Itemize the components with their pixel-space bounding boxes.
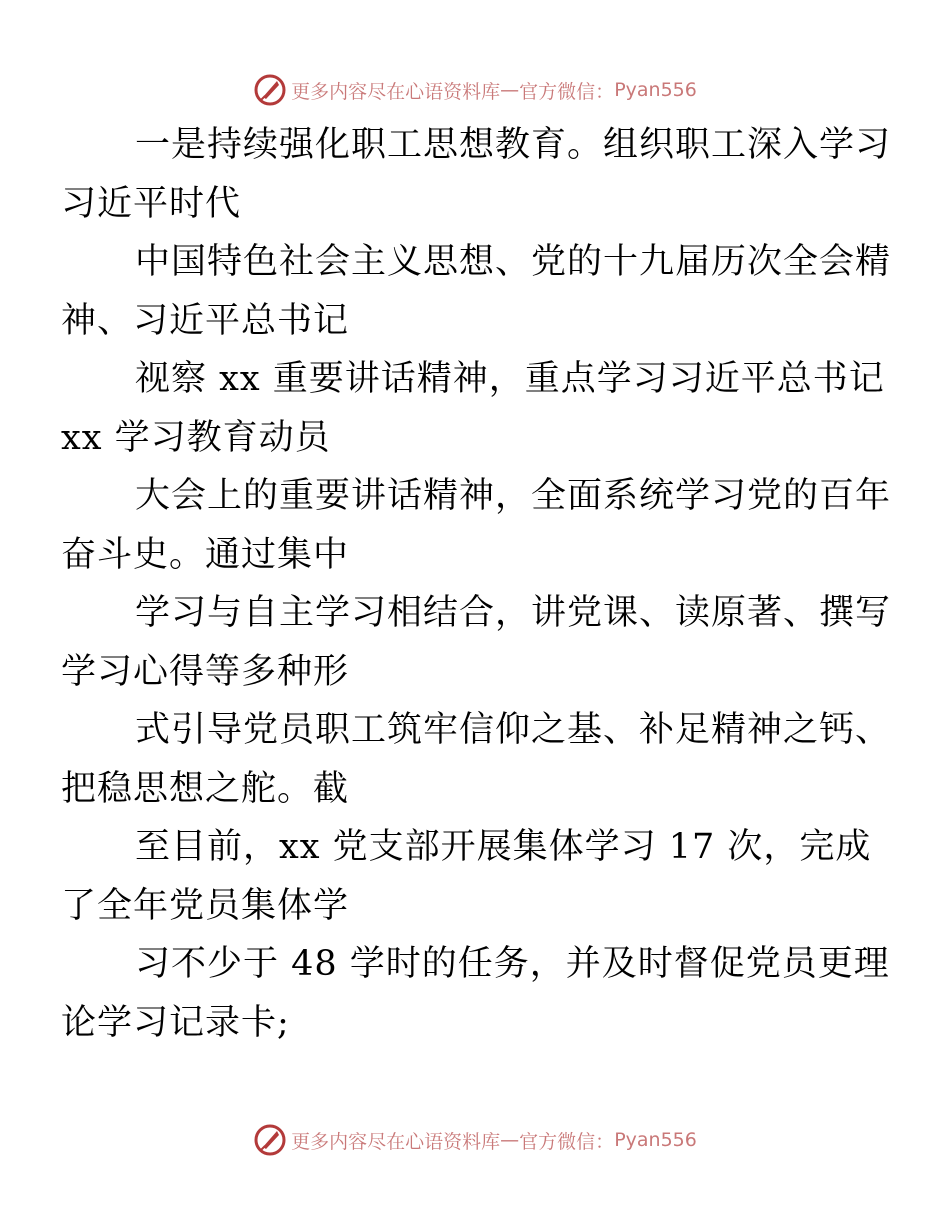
paragraph-line: 把稳思想之舵。截 — [61, 768, 350, 809]
watermark-dash: — — [500, 79, 520, 101]
watermark-wechat-id: Pyan556 — [614, 79, 697, 101]
paragraph-line: 式引导党员职工筑牢信仰之基、补足精神之钙、 — [135, 710, 892, 750]
paragraph — [61, 350, 885, 467]
paragraph-line: 了全年党员集体学 — [61, 885, 350, 926]
footer-watermark — [0, 1120, 950, 1160]
paragraph-line: 学习与自主学习相结合，讲党课、读原著、撰写 — [135, 593, 892, 633]
paragraph-line: xx 学习教育动员 — [61, 417, 331, 458]
paragraph — [61, 233, 892, 350]
paragraph — [61, 701, 892, 818]
paragraph-line: 大会上的重要讲话精神，全面系统学习党的百年 — [135, 476, 892, 516]
paragraph-line: 习不少于 48 学时的任务，并及时督促党员更理 — [135, 944, 890, 984]
paragraph-line: 神、习近平总书记 — [61, 300, 350, 341]
paragraph-line: 奋斗史。通过集中 — [61, 534, 350, 575]
document-body — [61, 116, 892, 1052]
paragraph — [61, 116, 892, 233]
paragraph — [61, 935, 890, 1052]
watermark-text: 更多内容尽在心语资料库 — [291, 1130, 501, 1153]
quill-logo-icon — [253, 1123, 287, 1157]
paragraph — [61, 584, 892, 701]
paragraph-line: 视察 xx 重要讲话精神，重点学习习近平总书记 — [135, 359, 885, 399]
quill-logo-icon — [253, 73, 287, 107]
watermark-text: 更多内容尽在心语资料库 — [291, 80, 501, 103]
paragraph — [61, 818, 872, 935]
paragraph-line: 学习心得等多种形 — [61, 651, 350, 692]
paragraph — [61, 467, 892, 584]
watermark-wechat-id: Pyan556 — [614, 1129, 697, 1151]
watermark-dash: — — [500, 1129, 520, 1151]
header-watermark — [0, 70, 950, 110]
watermark-wechat-label: 官方微信： — [519, 80, 615, 103]
paragraph-line: 一是持续强化职工思想教育。组织职工深入学习 — [135, 125, 892, 165]
paragraph-line: 至目前，xx 党支部开展集体学习 17 次，完成 — [135, 827, 872, 867]
paragraph-line: 中国特色社会主义思想、党的十九届历次全会精 — [135, 242, 892, 282]
watermark-wechat-label: 官方微信： — [519, 1130, 615, 1153]
paragraph-line: 论学习记录卡; — [61, 1002, 290, 1043]
paragraph-line: 习近平时代 — [61, 183, 242, 224]
